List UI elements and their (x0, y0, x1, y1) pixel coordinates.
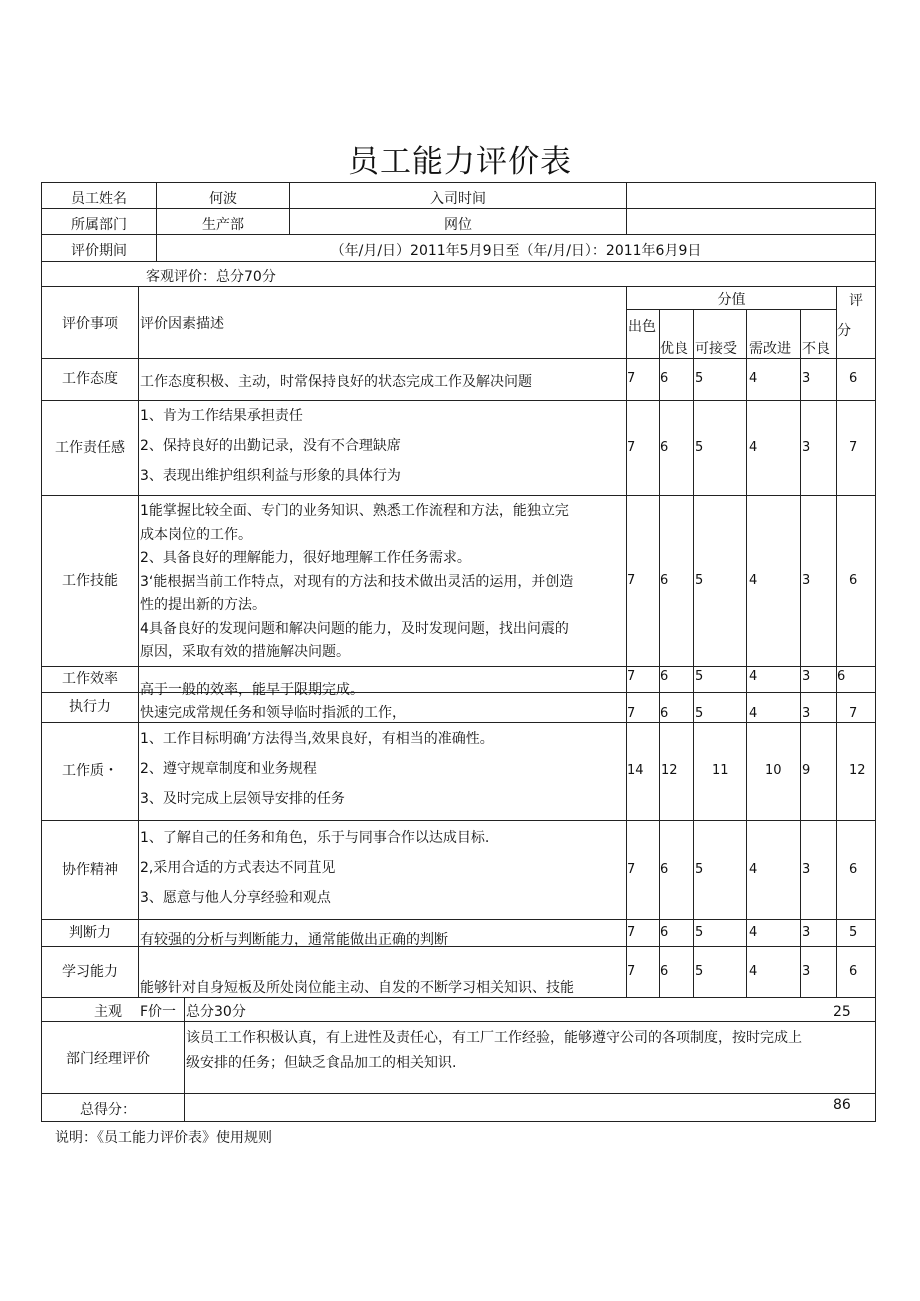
row-grade: 7 (849, 439, 858, 455)
dept-label: 所属部门 (71, 217, 127, 233)
row-item-label: 学习能力 (62, 963, 118, 980)
row-grade: 6 (849, 861, 858, 877)
row-grade: 6 (837, 669, 846, 684)
row-score-2: 6 (660, 572, 669, 588)
description-line: 3、表现出维护组织利益与形象的具体行为 (140, 468, 401, 484)
subjective-label-2: F价一 (140, 1004, 177, 1020)
description-line: 1能掌握比较全面、专门的业务知识、熟悉工作流程和方法，能独立完 (140, 503, 569, 519)
row-grade: 7 (849, 706, 858, 721)
row-score-2: 6 (660, 706, 669, 721)
row-score-3: 5 (695, 669, 704, 684)
row-score-5: 3 (802, 669, 811, 684)
row-score-5: 3 (802, 963, 811, 979)
description-line: 1、肯为工作结果承担责任 (140, 408, 303, 424)
level-acceptable: 可接受 (695, 341, 737, 357)
description-line: 1、工作目标明确’方法得当,效果良好，有相当的准确性。 (140, 731, 494, 747)
row-grade: 6 (849, 963, 858, 979)
row-score-1: 7 (627, 439, 636, 455)
row-item-label: 工作态度 (62, 371, 118, 387)
row-score-2: 6 (660, 963, 669, 979)
row-grade: 12 (849, 763, 866, 778)
description-line: 原因，采取有效的措施解决问题。 (140, 644, 350, 660)
row-score-4: 4 (749, 669, 758, 684)
row-score-5: 3 (802, 572, 811, 588)
manager-label: 部门经理评价 (66, 1051, 150, 1067)
period-value: （年/月/日）2011年5月9日至（年/月/日）：2011年6月9日 (330, 243, 702, 259)
description-line: 3、愿意与他人分享经验和观点 (140, 890, 331, 906)
row-score-3: 5 (695, 572, 704, 588)
row-item-label: 执行力 (69, 699, 111, 715)
row-score-3: 5 (695, 371, 704, 386)
dept-value: 生产部 (202, 217, 244, 233)
description-line: 2、具备良好的理解能力，很好地理解工作任务需求。 (140, 550, 471, 566)
row-score-4: 4 (749, 924, 758, 940)
manager-line-1: 该员工工作积极认真，有上进性及责任心，有工厂工作经验，能够遵守公司的各项制度，按时完成上 (186, 1030, 802, 1046)
row-score-1: 7 (627, 706, 636, 721)
row-description (140, 367, 532, 397)
row-item-label: 工作技能 (62, 572, 118, 589)
header-score-group: 分值 (717, 292, 746, 308)
period-label: 评价期间 (71, 243, 127, 259)
row-score-4: 4 (749, 963, 758, 979)
name-value: 何波 (209, 191, 237, 207)
row-score-5: 3 (802, 924, 811, 940)
row-score-2: 6 (660, 861, 669, 877)
manager-line-2: 级安排的任务；但缺乏食品加工的相关知识. (186, 1055, 457, 1071)
level-needs-improve: 需改进 (749, 341, 791, 357)
level-poor: 不良 (802, 341, 830, 357)
total-value: 86 (833, 1097, 851, 1113)
row-score-1: 7 (627, 924, 636, 940)
description-line: 3、及时完成上层领导安排的任务 (140, 791, 345, 807)
row-score-4: 4 (749, 439, 758, 455)
row-item-label: 工作效率 (62, 671, 118, 687)
row-score-3: 5 (695, 861, 704, 877)
row-score-3: 5 (695, 963, 704, 979)
row-description (140, 823, 489, 913)
row-item-label: 工作质・ (62, 763, 118, 779)
description-line: 能够针对自身短板及所处岗位能主动、自发的不断学习相关知识、技能 (140, 980, 574, 996)
row-grade: 6 (849, 572, 858, 588)
description-line: 成本岗位的工作。 (140, 526, 252, 543)
row-score-4: 4 (749, 371, 758, 386)
description-line: 有较强的分析与判断能力，通常能做出正确的判断 (140, 932, 448, 948)
hire-date-label: 入司时间 (430, 191, 486, 207)
row-grade: 5 (849, 924, 858, 940)
row-score-5: 3 (802, 706, 811, 721)
subjective-score: 25 (833, 1004, 851, 1020)
row-item-label: 判断力 (69, 924, 111, 941)
level-good: 优良 (660, 341, 688, 357)
row-description (140, 401, 401, 491)
row-score-2: 6 (660, 924, 669, 940)
total-label: 总得分： (80, 1102, 136, 1118)
description-line: 工作态度积极、主动，时常保持良好的状态完成工作及解决问题 (140, 374, 532, 390)
row-score-5: 9 (802, 763, 811, 778)
row-grade: 6 (849, 371, 858, 386)
description-line: 2、保持良好的出勤记录，没有不合理缺席 (140, 438, 401, 454)
description-line: 性的提出新的方法。 (140, 597, 266, 613)
description-line: 2、遵守规章制度和业务规程 (140, 761, 317, 777)
row-score-3: 5 (695, 924, 704, 940)
row-score-1: 14 (627, 763, 644, 778)
header-grade-1: 评 (849, 293, 863, 309)
description-line: 2,采用合适的方式表达不同苴见 (140, 860, 336, 876)
row-score-1: 7 (627, 371, 636, 386)
page-title: 员工能力评价表 (348, 144, 572, 180)
row-score-3: 5 (695, 439, 704, 455)
name-label: 员工姓名 (71, 191, 127, 207)
row-score-4: 4 (749, 861, 758, 877)
usage-note: 说明：《员工能力评价表》使用规则 (55, 1130, 272, 1146)
header-item: 评价事项 (62, 316, 118, 332)
level-excellent: 出色 (628, 319, 656, 335)
header-grade-2: 分 (837, 323, 851, 339)
row-score-1: 7 (627, 572, 636, 588)
description-line: 4具备良好的发现问题和解决问题的能力，及时发现问题，找出问震的 (140, 620, 569, 637)
row-item-label: 工作责任感 (55, 439, 125, 456)
row-score-3: 5 (695, 706, 704, 721)
row-score-2: 6 (660, 439, 669, 455)
row-score-1: 7 (627, 963, 636, 979)
row-item-label: 协作精神 (62, 861, 118, 878)
row-score-4: 4 (749, 706, 758, 721)
post-label: 网位 (444, 217, 472, 233)
objective-header: 客观评价：总分70分 (146, 269, 276, 285)
description-line: 3‘能根据当前工作特点，对现有的方法和技术做出灵活的运用，并创造 (140, 573, 574, 590)
row-score-1: 7 (627, 861, 636, 877)
row-score-5: 3 (802, 371, 811, 386)
header-desc: 评价因素描述 (140, 316, 224, 332)
row-score-2: 6 (660, 669, 669, 684)
row-score-4: 4 (749, 572, 758, 588)
row-score-1: 7 (627, 669, 636, 684)
row-description (140, 500, 573, 665)
description-line: 高于一般的效率，能早于限期完成。 (140, 682, 364, 698)
row-description (140, 724, 494, 814)
subjective-total: 总分30分 (186, 1004, 246, 1020)
subjective-label: 主观 (94, 1004, 122, 1020)
row-score-5: 3 (802, 439, 811, 455)
row-score-5: 3 (802, 861, 811, 877)
row-score-3: 11 (712, 763, 729, 778)
row-score-2: 6 (660, 371, 669, 386)
description-line: 快速完成常规任务和领导临时指派的工作， (140, 705, 406, 721)
row-description (140, 925, 448, 955)
row-description (140, 973, 574, 1003)
description-line: 1、了解自己的任务和角色，乐于与同事合作以达成目标. (140, 830, 490, 846)
row-score-4: 10 (765, 763, 782, 778)
row-score-2: 12 (661, 763, 678, 778)
